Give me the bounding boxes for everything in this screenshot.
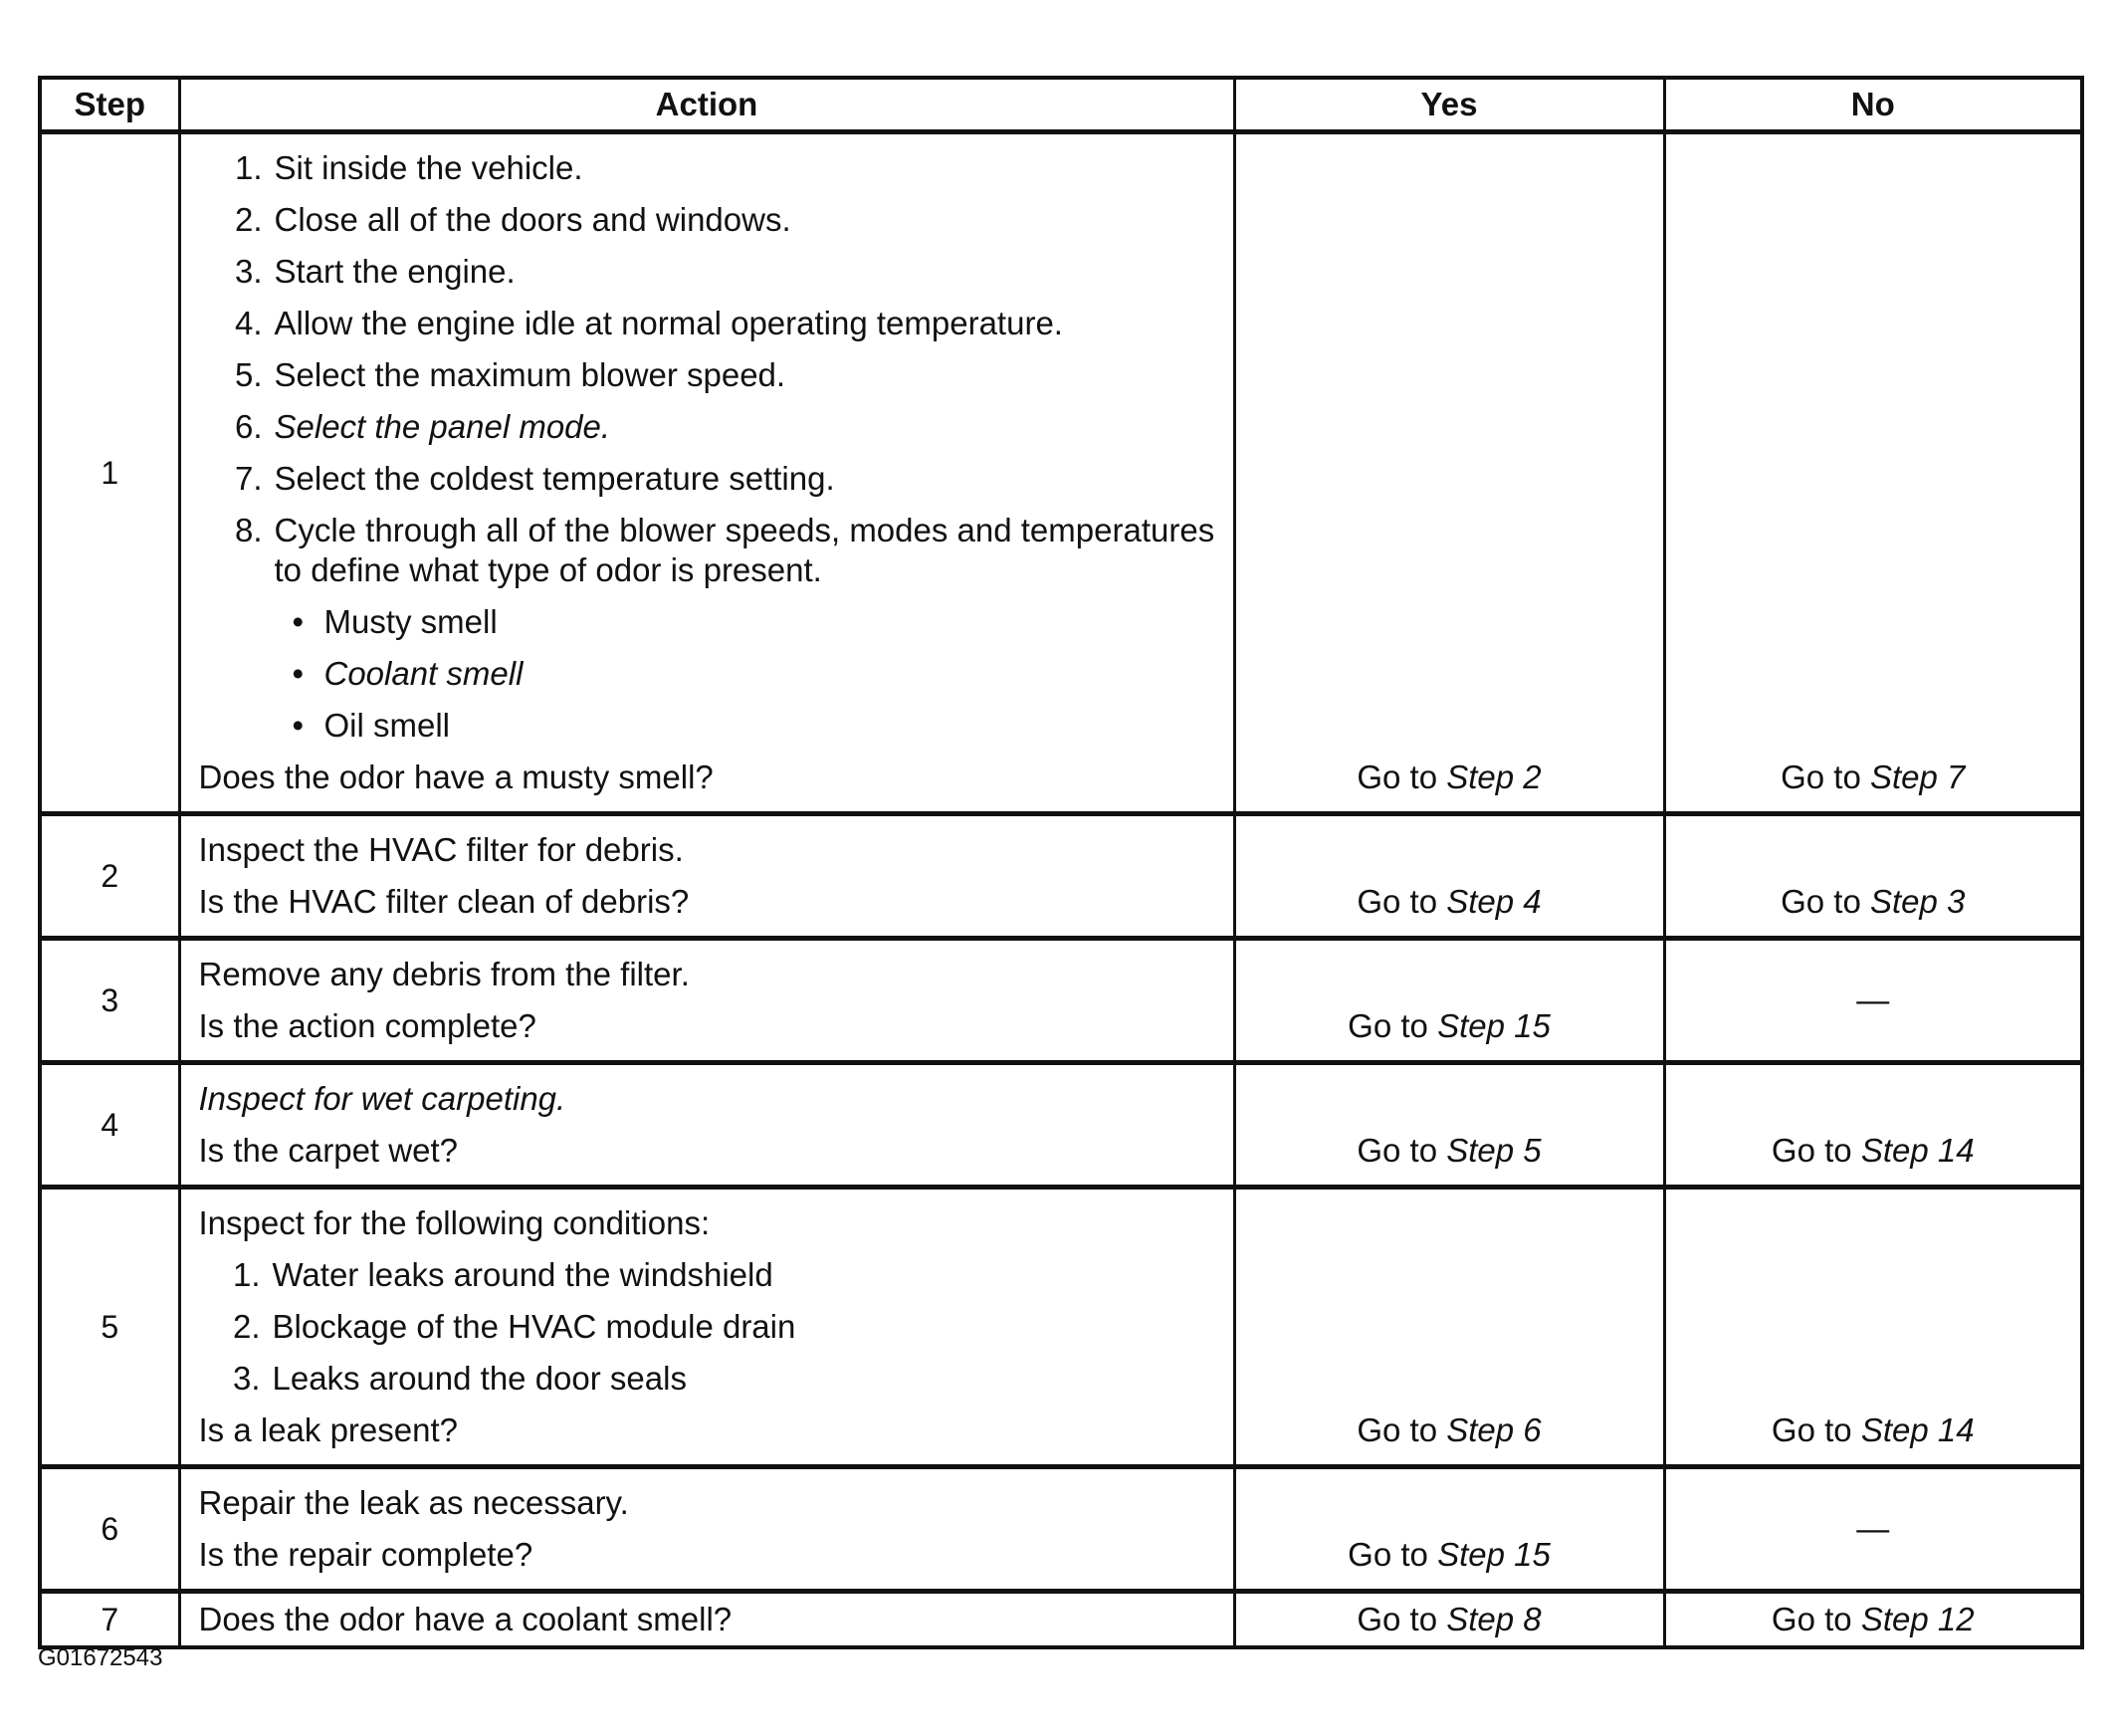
goto-step-link: Step 6 [1446,1411,1542,1448]
substep-item [209,142,1219,194]
step-number: 2 [40,814,179,939]
odor-type-text: Musty smell [323,603,498,640]
no-result [1664,132,2082,814]
goto-prefix: Go to [1357,1132,1438,1169]
goto-prefix: Go to [1357,759,1438,795]
odor-type-text: Oil smell [323,707,451,744]
action-cell [179,814,1234,939]
action-cell [179,1063,1234,1188]
odor-type-text: Coolant smell [323,655,524,692]
step-instruction: Inspect for the following conditions: [198,1204,711,1241]
step-instruction: Inspect for wet carpeting. [198,1080,566,1117]
goto-step-link: Step 3 [1869,883,1966,920]
goto-prefix: Go to [1781,883,1861,920]
yes-result [1234,939,1664,1063]
goto-step-link: Step 12 [1860,1601,1975,1637]
table-row [40,939,2082,1063]
table-header [40,78,2082,132]
condition-number: 3. [232,1360,261,1397]
goto-prefix: Go to [1348,1536,1428,1573]
yes-result [1234,1592,1664,1648]
action-cell [179,1467,1234,1592]
substep-text: Start the engine. [274,253,516,290]
action-cell [179,1592,1234,1648]
yes-result [1234,814,1664,939]
condition-item [207,1249,1219,1301]
step-question: Does the odor have a musty smell? [198,759,714,795]
goto-step-link: Step 5 [1446,1132,1542,1169]
action-cell [179,1188,1234,1467]
table-row [40,814,2082,939]
goto-prefix: Go to [1781,759,1861,795]
substep-item [209,505,1219,596]
step-question: Is the action complete? [198,1007,536,1044]
no-result [1664,1592,2082,1648]
header-step: Step [40,78,179,132]
substep-number: 5. [234,356,263,393]
substep-text: Cycle through all of the blower speeds, modes and temperatures to define what type of odor is present. [274,512,1215,588]
substep-item [209,453,1219,505]
step-instruction: Inspect the HVAC filter for debris. [198,831,684,868]
step-number: 3 [40,939,179,1063]
condition-item [207,1353,1219,1405]
goto-step-link: Step 14 [1860,1411,1975,1448]
yes-result [1234,1467,1664,1592]
goto-step-link: Step 4 [1446,883,1542,920]
action-cell [179,132,1234,814]
goto-prefix: Go to [1357,1411,1438,1448]
bullet-icon: • [292,655,305,692]
goto-step-link: Step 14 [1860,1132,1975,1169]
odor-type-item [275,596,1219,648]
header-action: Action [179,78,1234,132]
step-number: 1 [40,132,179,814]
substep-number: 6. [234,408,263,445]
substep-text: Select the maximum blower speed. [274,356,786,393]
table-row [40,1188,2082,1467]
bullet-icon: • [292,707,305,744]
table-row [40,1467,2082,1592]
step-question: Does the odor have a coolant smell? [198,1601,733,1637]
goto-prefix: Go to [1357,883,1438,920]
step-number: 4 [40,1063,179,1188]
header-no: No [1664,78,2082,132]
substep-number: 3. [234,253,263,290]
step-question: Is the carpet wet? [198,1132,458,1169]
goto-step-link: Step 15 [1437,1536,1551,1573]
goto-step-link: Step 7 [1869,759,1966,795]
condition-text: Leaks around the door seals [272,1360,687,1397]
goto-step-link: Step 15 [1437,1007,1551,1044]
header-row [40,78,2082,132]
substep-list [199,142,1219,596]
goto-step-link: Step 8 [1446,1601,1542,1637]
diagnostic-table [38,76,2084,1649]
condition-number: 2. [232,1308,261,1345]
yes-result [1234,132,1664,814]
figure-id: G01672543 [38,1644,163,1671]
substep-item [209,298,1219,349]
substep-text: Select the coldest temperature setting. [274,460,835,497]
step-instruction: Repair the leak as necessary. [198,1484,629,1521]
goto-prefix: Go to [1771,1132,1852,1169]
condition-text: Blockage of the HVAC module drain [272,1308,796,1345]
substep-item [209,349,1219,401]
table-body [40,132,2082,1648]
no-result: — [1664,1467,2082,1592]
odor-type-item [275,648,1219,700]
table-row [40,1063,2082,1188]
condition-item [207,1301,1219,1353]
substep-item [209,194,1219,246]
action-cell [179,939,1234,1063]
substep-item [209,246,1219,298]
table-row [40,1592,2082,1648]
substep-item [209,401,1219,453]
condition-text: Water leaks around the windshield [272,1256,773,1293]
yes-result [1234,1063,1664,1188]
yes-result [1234,1188,1664,1467]
step-number: 7 [40,1592,179,1648]
substep-text: Allow the engine idle at normal operating temperature. [274,305,1063,341]
step-question: Is the HVAC filter clean of debris? [198,883,690,920]
goto-prefix: Go to [1771,1411,1852,1448]
goto-prefix: Go to [1357,1601,1438,1637]
substep-number: 2. [234,201,263,238]
no-result: — [1664,939,2082,1063]
substep-number: 7. [234,460,263,497]
condition-list [199,1249,1219,1405]
substep-number: 8. [234,512,263,548]
step-question: Is a leak present? [198,1411,458,1448]
goto-prefix: Go to [1771,1601,1852,1637]
header-yes: Yes [1234,78,1664,132]
odor-type-list [199,596,1219,752]
step-instruction: Remove any debris from the filter. [198,956,690,992]
odor-type-item [275,700,1219,752]
goto-prefix: Go to [1348,1007,1428,1044]
condition-number: 1. [232,1256,261,1293]
substep-text: Close all of the doors and windows. [274,201,791,238]
bullet-icon: • [292,603,305,640]
no-result [1664,1188,2082,1467]
step-number: 5 [40,1188,179,1467]
substep-number: 4. [234,305,263,341]
goto-step-link: Step 2 [1446,759,1542,795]
no-result [1664,814,2082,939]
substep-text: Sit inside the vehicle. [274,149,583,186]
substep-number: 1. [234,149,263,186]
no-result [1664,1063,2082,1188]
step-number: 6 [40,1467,179,1592]
substep-text: Select the panel mode. [274,408,611,445]
step-question: Is the repair complete? [198,1536,533,1573]
table-row [40,132,2082,814]
